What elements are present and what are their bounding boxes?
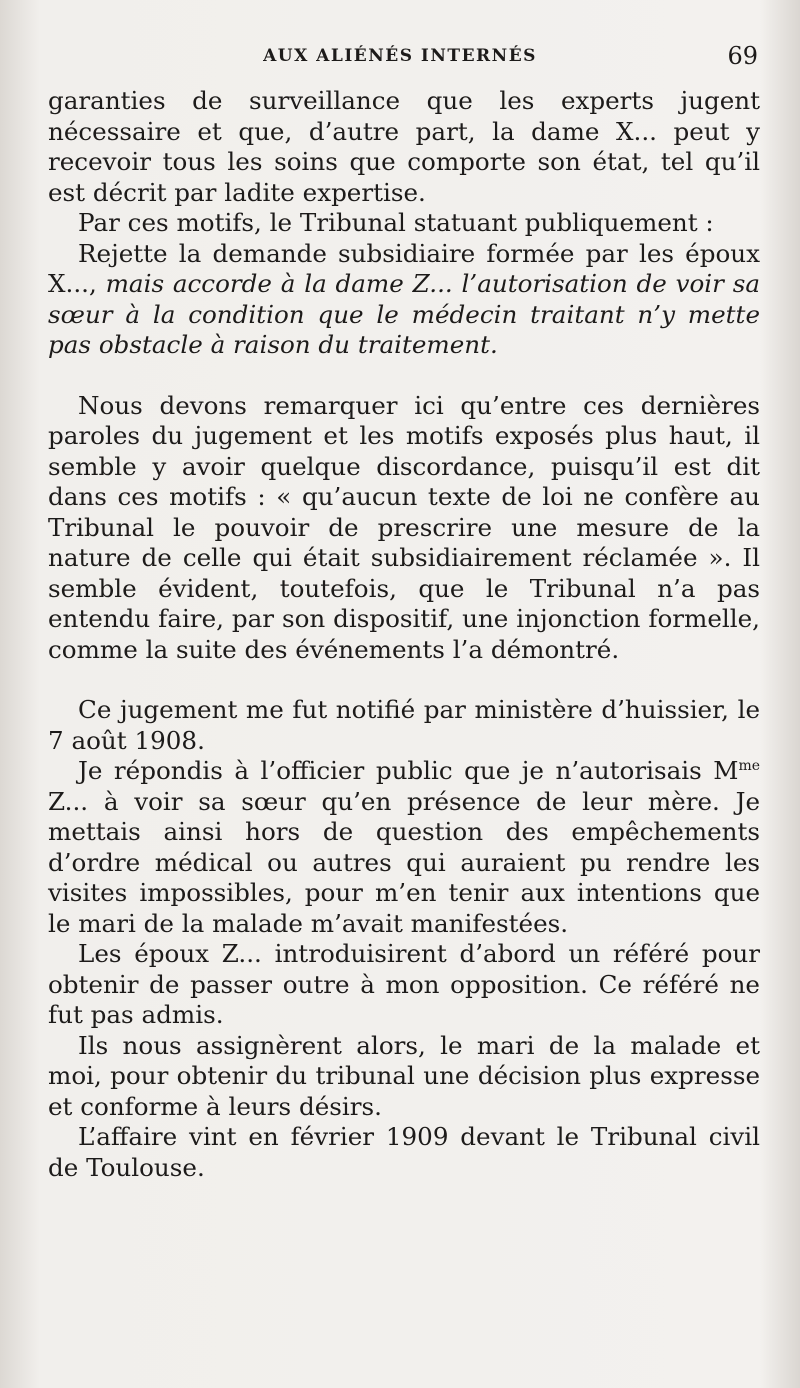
response-superscript: me: [738, 758, 760, 774]
response-text-a: Je répondis à l’officier public que je n’autorisais M: [78, 756, 739, 785]
judgment-text: Rejette la demande subsidiaire formée par les époux X...,: [48, 238, 760, 298]
paragraph-refere: Les époux Z... introduisirent d’abord un référé pour obtenir de passer outre à mon opposition. Ce référé ne fut pas admis.: [48, 939, 760, 1029]
paragraph-remark: Nous devons remarquer ici qu’entre ces dernières paroles du jugement et les motifs exposés plus haut, il semble y avoir quelque discordance, puisqu’il est dit dans ces motifs : « qu’aucun texte de loi ne confère au Tribunal le pouvoir de prescrire une mesure de la nature de celle qui était subsidiairement réclamée ». Il semble évident, toutefois, que le Tribunal n’a pas entendu faire, par son dispositif, une injonction formelle, comme la suite des événements l’a démontré.: [48, 390, 760, 664]
page-header: [0, 42, 800, 72]
paragraph-assignation: Ils nous assignèrent alors, le mari de la malade et moi, pour obtenir du tribunal une décision plus expresse et conforme à leurs désirs.: [48, 1030, 760, 1121]
paragraph-affaire: L’affaire vint en février 1909 devant le Tribunal civil de Toulouse.: [48, 1122, 760, 1182]
section-gap: [48, 665, 760, 695]
paragraph-notification: Ce jugement me fut notifié par ministère d’huissier, le 7 août 1908.: [48, 695, 760, 755]
paragraph-continuation: garanties de surveillance que les experts jugent nécessaire et que, d’autre part, la dame X... peut y recevoir tous les soins que comporte son état, tel qu’il est décrit par ladite expertise.: [48, 86, 760, 207]
paragraph-response: [48, 756, 760, 939]
body-text: [48, 86, 760, 1183]
response-text-b: Z... à voir sa sœur qu’en présence de leur mère. Je mettais ainsi hors de question des empêchements d’ordre médical ou autres qui auraient pu rendre les visites impossibles, pour m’en tenir aux intentions que le mari de la malade m’avait manifestées.: [48, 786, 760, 938]
paragraph-judgment: [48, 239, 760, 361]
page-number: 69: [727, 42, 758, 70]
judgment-italic-text: mais accorde à la dame Z... l’autorisation de voir sa sœur à la condition que le médecin traitant n’y mette pas obstacle à raison du traitement.: [48, 269, 761, 359]
section-gap: [48, 361, 760, 391]
paragraph-motifs: Par ces motifs, le Tribunal statuant publiquement :: [78, 208, 714, 237]
running-head: AUX ALIÉNÉS INTERNÉS: [263, 46, 537, 66]
